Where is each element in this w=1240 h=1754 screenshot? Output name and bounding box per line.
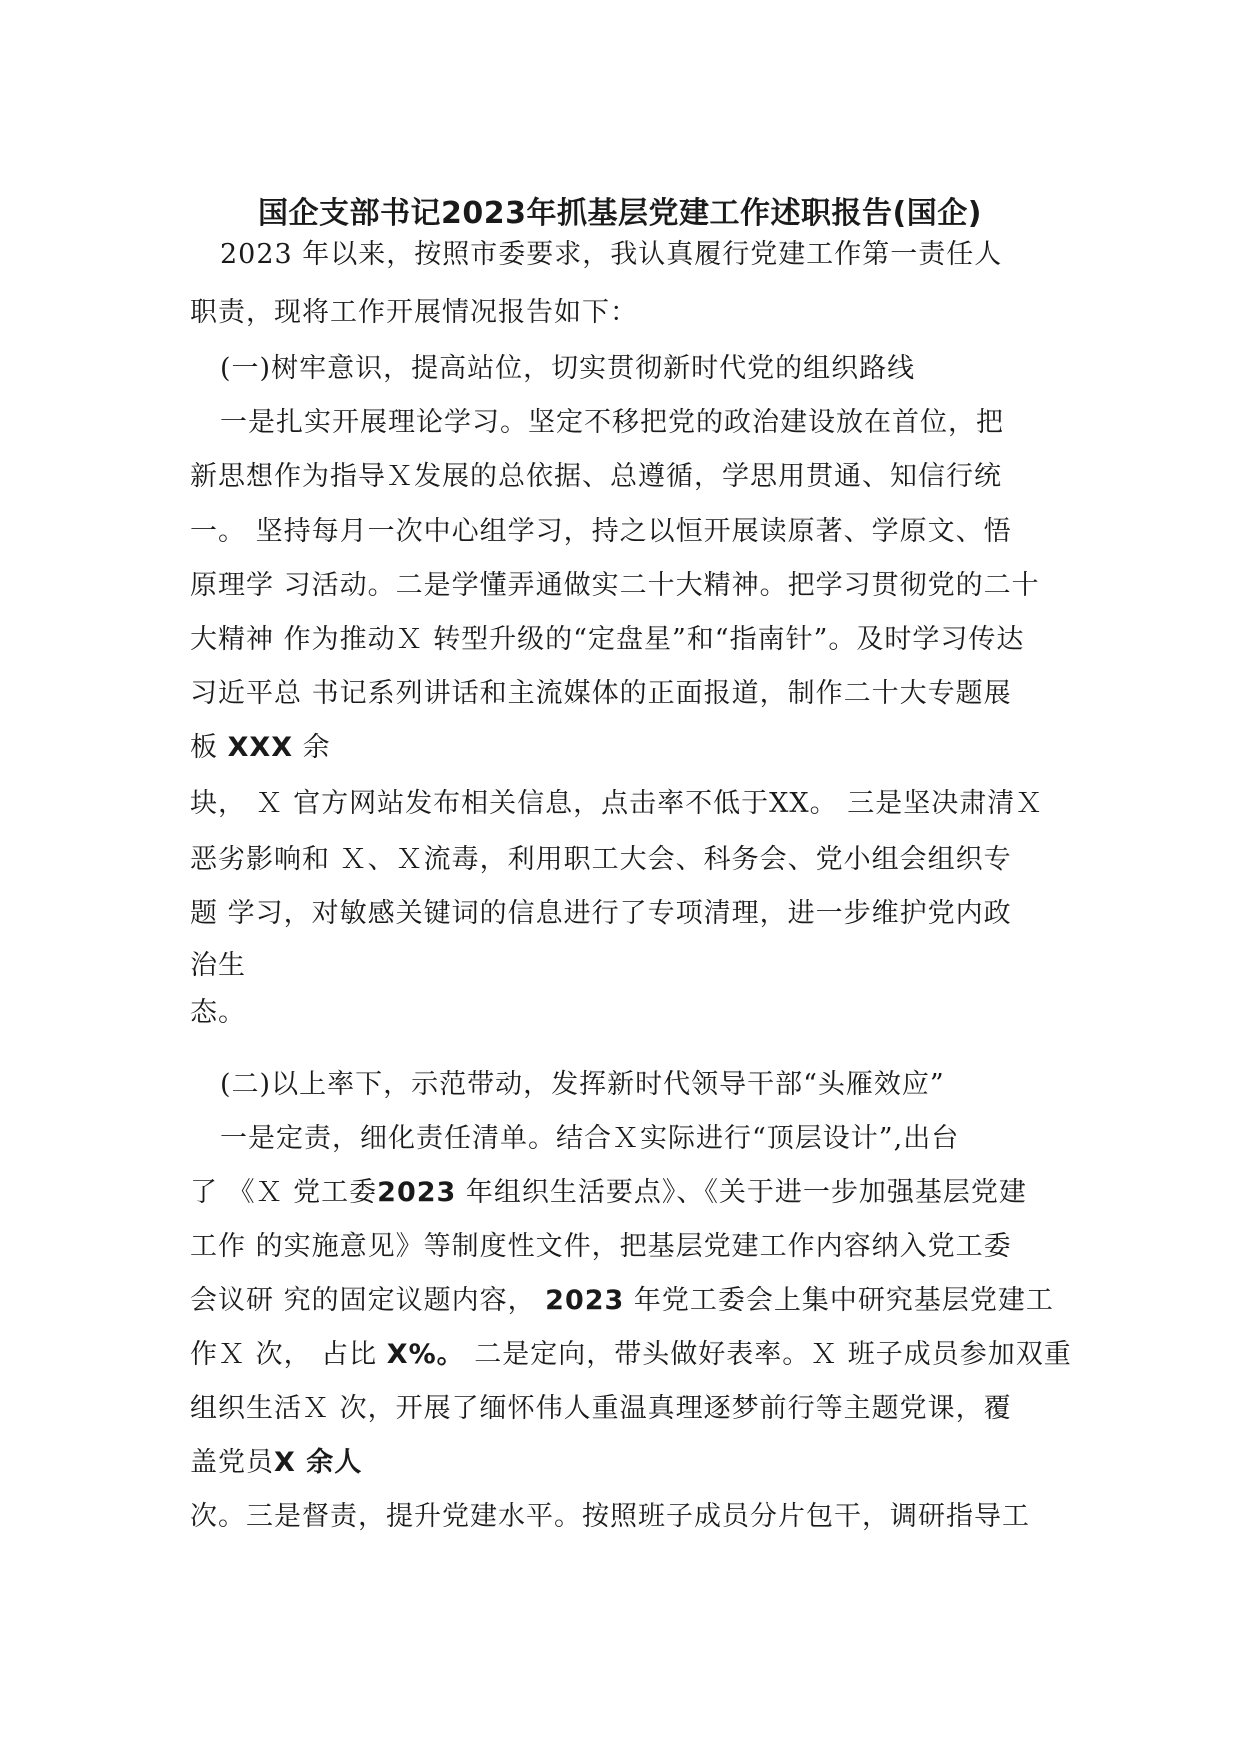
- paragraph-line: [190, 990, 246, 1029]
- paragraph-line: [220, 400, 1004, 439]
- text-run: (一)树牢意识，提高站位，切实贯彻新时代党的组织路线: [220, 353, 916, 384]
- text-run: 新思想作为指导Ｘ发展的总依据、总遵循，学思用贯通、知信行统: [190, 461, 1002, 492]
- text-run: 组织生活Ｘ 次，开展了缅怀伟人重温真理逐梦前行等主题党课，覆: [190, 1393, 1012, 1424]
- text-run: 题 学习，对敏感关键词的信息进行了专项清理，进一步维护党内政: [190, 898, 1012, 929]
- paragraph-line: [190, 509, 1012, 548]
- text-run: 了 《Ｘ 党工委: [190, 1177, 378, 1208]
- paragraph-line: [220, 1116, 959, 1155]
- text-run-bold: X 余人: [274, 1447, 363, 1478]
- paragraph-line: [190, 891, 1012, 930]
- paragraph-line: [190, 617, 1024, 656]
- text-run: 态。: [190, 997, 246, 1028]
- text-run: 工作 的实施意见》等制度性文件，把基层党建工作内容纳入党工委: [190, 1231, 1012, 1262]
- text-run: 板: [190, 732, 228, 763]
- paragraph-line: [190, 943, 246, 982]
- text-run-bold: 2023: [377, 1177, 457, 1208]
- paragraph-line: [190, 1386, 1012, 1425]
- text-run: 年党工委会上集中研究基层党建工: [624, 1285, 1054, 1316]
- text-run: 年组织生活要点》、《关于进一步加强基层党建: [456, 1177, 1027, 1208]
- text-run: 一。 坚持每月一次中心组学习，持之以恒开展读原著、学原文、悟: [190, 516, 1012, 547]
- text-run: 恶劣影响和 Ｘ、Ｘ流毒，利用职工大会、科务会、党小组会组织专: [190, 844, 1012, 875]
- paragraph-line: [190, 1170, 1027, 1209]
- text-run: (二)以上率下，示范带动，发挥新时代领导干部“头雁效应”: [220, 1069, 945, 1100]
- text-run-bold: 2023: [545, 1285, 625, 1316]
- paragraph-line: [190, 1494, 1030, 1533]
- paragraph-line: [190, 837, 1012, 876]
- section-heading: [220, 1062, 945, 1101]
- text-run: 大精神 作为推动Ｘ 转型升级的“定盘星”和“指南针”。及时学习传达: [190, 624, 1025, 655]
- text-run: 一是定责，细化责任清单。结合Ｘ实际进行“顶层设计”,出台: [220, 1123, 960, 1154]
- text-run: 会议研 究的固定议题内容，: [190, 1285, 546, 1316]
- paragraph-line: [220, 232, 1002, 271]
- text-run: 治生: [190, 950, 246, 981]
- text-run-bold: X%。: [386, 1339, 465, 1370]
- text-run: 2023 年以来，按照市委要求，我认真履行党建工作第一责任人: [220, 239, 1003, 270]
- text-run: 盖党员: [190, 1447, 274, 1478]
- text-run: 作Ｘ 次， 占比: [190, 1339, 387, 1370]
- section-heading: [220, 346, 915, 385]
- paragraph-line: [190, 1224, 1012, 1263]
- paragraph-line: [190, 1278, 1054, 1317]
- text-run: 次。三是督责，提升党建水平。按照班子成员分片包干，调研指导工: [190, 1501, 1030, 1532]
- paragraph-line: [190, 1440, 362, 1479]
- text-run: 块， Ｘ 官方网站发布相关信息，点击率不低于XX。 三是坚决肃清Ｘ: [190, 788, 1044, 819]
- paragraph-line: [190, 781, 1043, 820]
- document-title: 国企支部书记2023年抓基层党建工作述职报告(国企): [258, 196, 982, 231]
- text-run: 习近平总 书记系列讲话和主流媒体的正面报道，制作二十大专题展: [190, 678, 1012, 709]
- text-run: 二是定向，带头做好表率。Ｘ 班子成员参加双重: [464, 1339, 1072, 1370]
- text-run-bold: XXX: [227, 732, 294, 763]
- paragraph-line: [190, 671, 1012, 710]
- paragraph-line: [190, 725, 331, 764]
- paragraph-line: [190, 1332, 1072, 1371]
- paragraph-line: [190, 563, 1040, 602]
- paragraph-line: [190, 290, 638, 329]
- text-run: 职责，现将工作开展情况报告如下：: [190, 297, 638, 328]
- text-run: 余: [293, 732, 331, 763]
- paragraph-line: [190, 454, 1002, 493]
- text-run: 一是扎实开展理论学习。坚定不移把党的政治建设放在首位，把: [220, 407, 1004, 438]
- text-run: 原理学 习活动。二是学懂弄通做实二十大精神。把学习贯彻党的二十: [190, 570, 1040, 601]
